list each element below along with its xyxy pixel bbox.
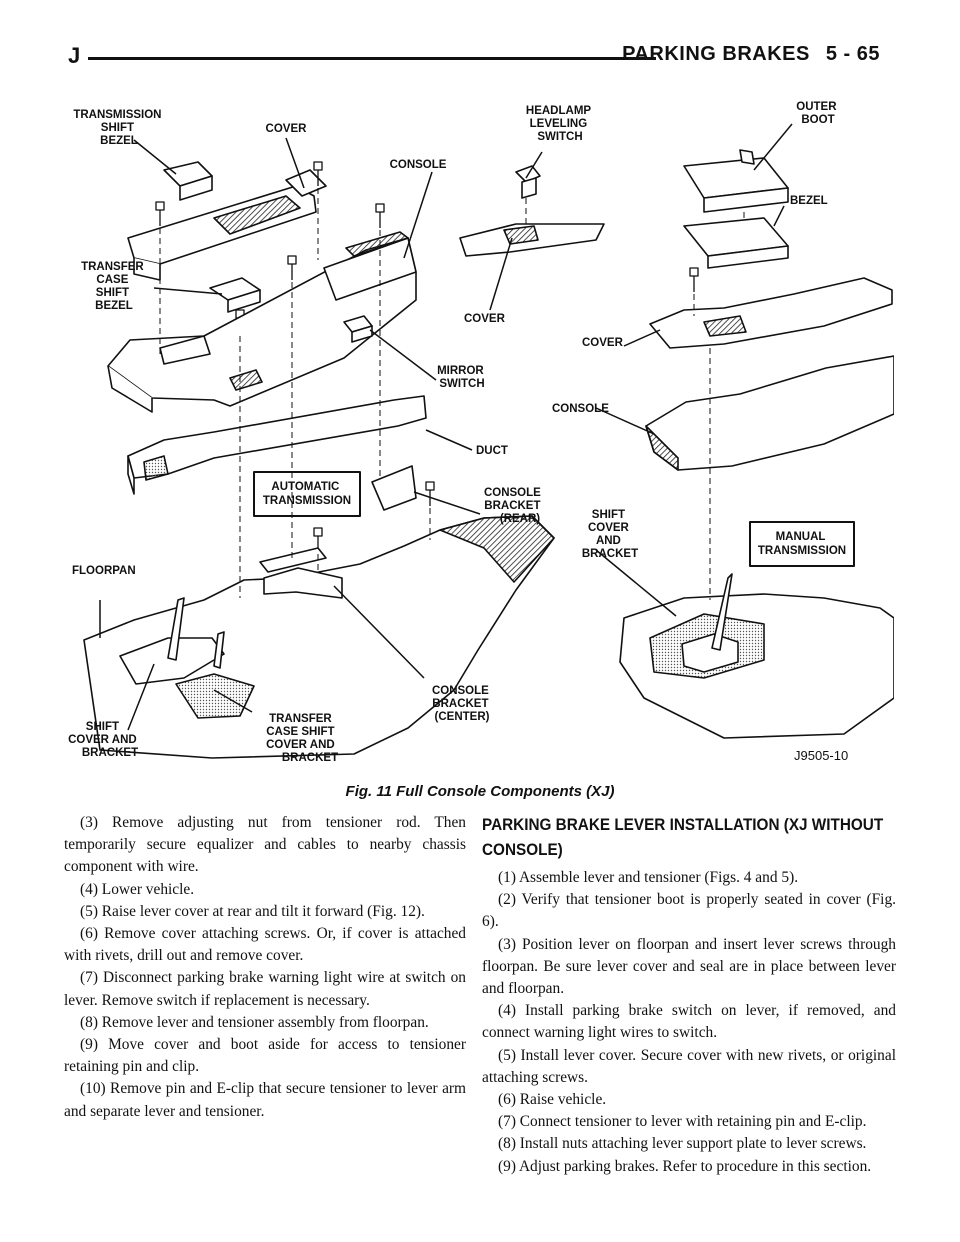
page-header	[68, 43, 880, 73]
step-paragraph: (7) Connect tensioner to lever with retaining pin and E-clip.	[498, 1113, 867, 1131]
step-paragraph: (6) Remove cover attaching screws. Or, if cover is attached with rivets, drill out and remove cover.	[64, 925, 466, 965]
callout-shift-cover-and-bracket-manual: SHIFT COVER AND BRACKET	[581, 509, 639, 560]
step-paragraph: (4) Install parking brake switch on lever, if removed, and connect warning light wires to switch.	[482, 1002, 896, 1042]
callout-cover-top: COVER	[265, 123, 307, 135]
left-column	[64, 812, 466, 1123]
header-right	[622, 43, 880, 66]
callout-mirror-switch: MIRROR SWITCH	[437, 365, 485, 390]
callout-cover-middle: COVER	[464, 313, 505, 325]
header-page-number: 5 - 65	[825, 43, 880, 65]
step-paragraph: (9) Adjust parking brakes. Refer to procedure in this section.	[498, 1157, 872, 1175]
step-paragraph: (5) Install lever cover. Secure cover with new rivets, or original attaching screws.	[482, 1046, 896, 1086]
callout-outer-boot: OUTER BOOT	[796, 101, 837, 126]
step-paragraph: (4) Lower vehicle.	[80, 880, 195, 898]
callout-console-bracket-rear: CONSOLE BRACKET (REAR)	[483, 487, 541, 525]
callout-bezel: BEZEL	[790, 195, 828, 207]
header-letter: J	[68, 43, 81, 68]
callout-cover-right: COVER	[582, 337, 623, 349]
header-rule	[88, 57, 656, 60]
exploded-diagram	[64, 78, 894, 776]
callout-console-right: CONSOLE	[552, 403, 609, 415]
step-paragraph: (3) Remove adjusting nut from tensioner rod. Then temporarily secure equalizer and cables to nearby chassis component with wire.	[64, 814, 466, 876]
callout-console-bracket-center: CONSOLE BRACKET (CENTER)	[431, 685, 490, 723]
callout-transmission-shift-bezel: TRANSMISSION SHIFT BEZEL	[73, 109, 162, 147]
callout-headlamp-leveling-switch: HEADLAMP LEVELING SWITCH	[525, 105, 591, 143]
figure-caption: Fig. 11 Full Console Components (XJ)	[345, 783, 615, 800]
figure-console-components	[64, 78, 894, 776]
automatic-transmission-label: AUTOMATIC TRANSMISSION	[262, 481, 352, 507]
callout-shift-cover-and-bracket: SHIFT COVER AND BRACKET	[68, 721, 139, 759]
step-paragraph: (2) Verify that tensioner boot is properly seated in cover (Fig. 6).	[482, 891, 896, 931]
section-title: PARKING BRAKE LEVER INSTALLATION (XJ WITHOUT CONSOLE)	[482, 815, 884, 859]
right-column	[482, 812, 896, 1178]
callout-duct: DUCT	[476, 445, 508, 457]
callout-transfer-case-shift-cover-and-bracket: TRANSFER CASE SHIFT COVER AND BRACKET	[266, 713, 339, 764]
callout-floorpan: FLOORPAN	[72, 565, 136, 577]
step-paragraph: (8) Remove lever and tensioner assembly from floorpan.	[80, 1013, 429, 1031]
step-paragraph: (10) Remove pin and E-clip that secure tensioner to lever arm and separate lever and tensioner.	[64, 1080, 466, 1120]
callout-transfer-case-shift-bezel: TRANSFER CASE SHIFT BEZEL	[81, 261, 144, 312]
header-section: PARKING BRAKES	[622, 43, 810, 65]
manual-transmission-label: MANUAL TRANSMISSION	[757, 531, 847, 557]
step-paragraph: (3) Position lever on floorpan and insert lever screws through floorpan. Be sure lever cover and seal are in place between lever and floorpan.	[482, 935, 896, 998]
step-paragraph: (6) Raise vehicle.	[498, 1091, 607, 1109]
figure-id: J9505-10	[794, 748, 849, 763]
step-paragraph: (7) Disconnect parking brake warning light wire at switch on lever. Remove switch if replacement is necessary.	[64, 969, 466, 1009]
callout-console-center: CONSOLE	[389, 159, 447, 171]
step-paragraph: (8) Install nuts attaching lever support plate to lever screws.	[498, 1135, 867, 1153]
step-paragraph: (9) Move cover and boot aside for access to tensioner retaining pin and clip.	[64, 1036, 466, 1076]
step-paragraph: (1) Assemble lever and tensioner (Figs. 4 and 5).	[498, 869, 799, 886]
step-paragraph: (5) Raise lever cover at rear and tilt it forward (Fig. 12).	[80, 902, 425, 920]
